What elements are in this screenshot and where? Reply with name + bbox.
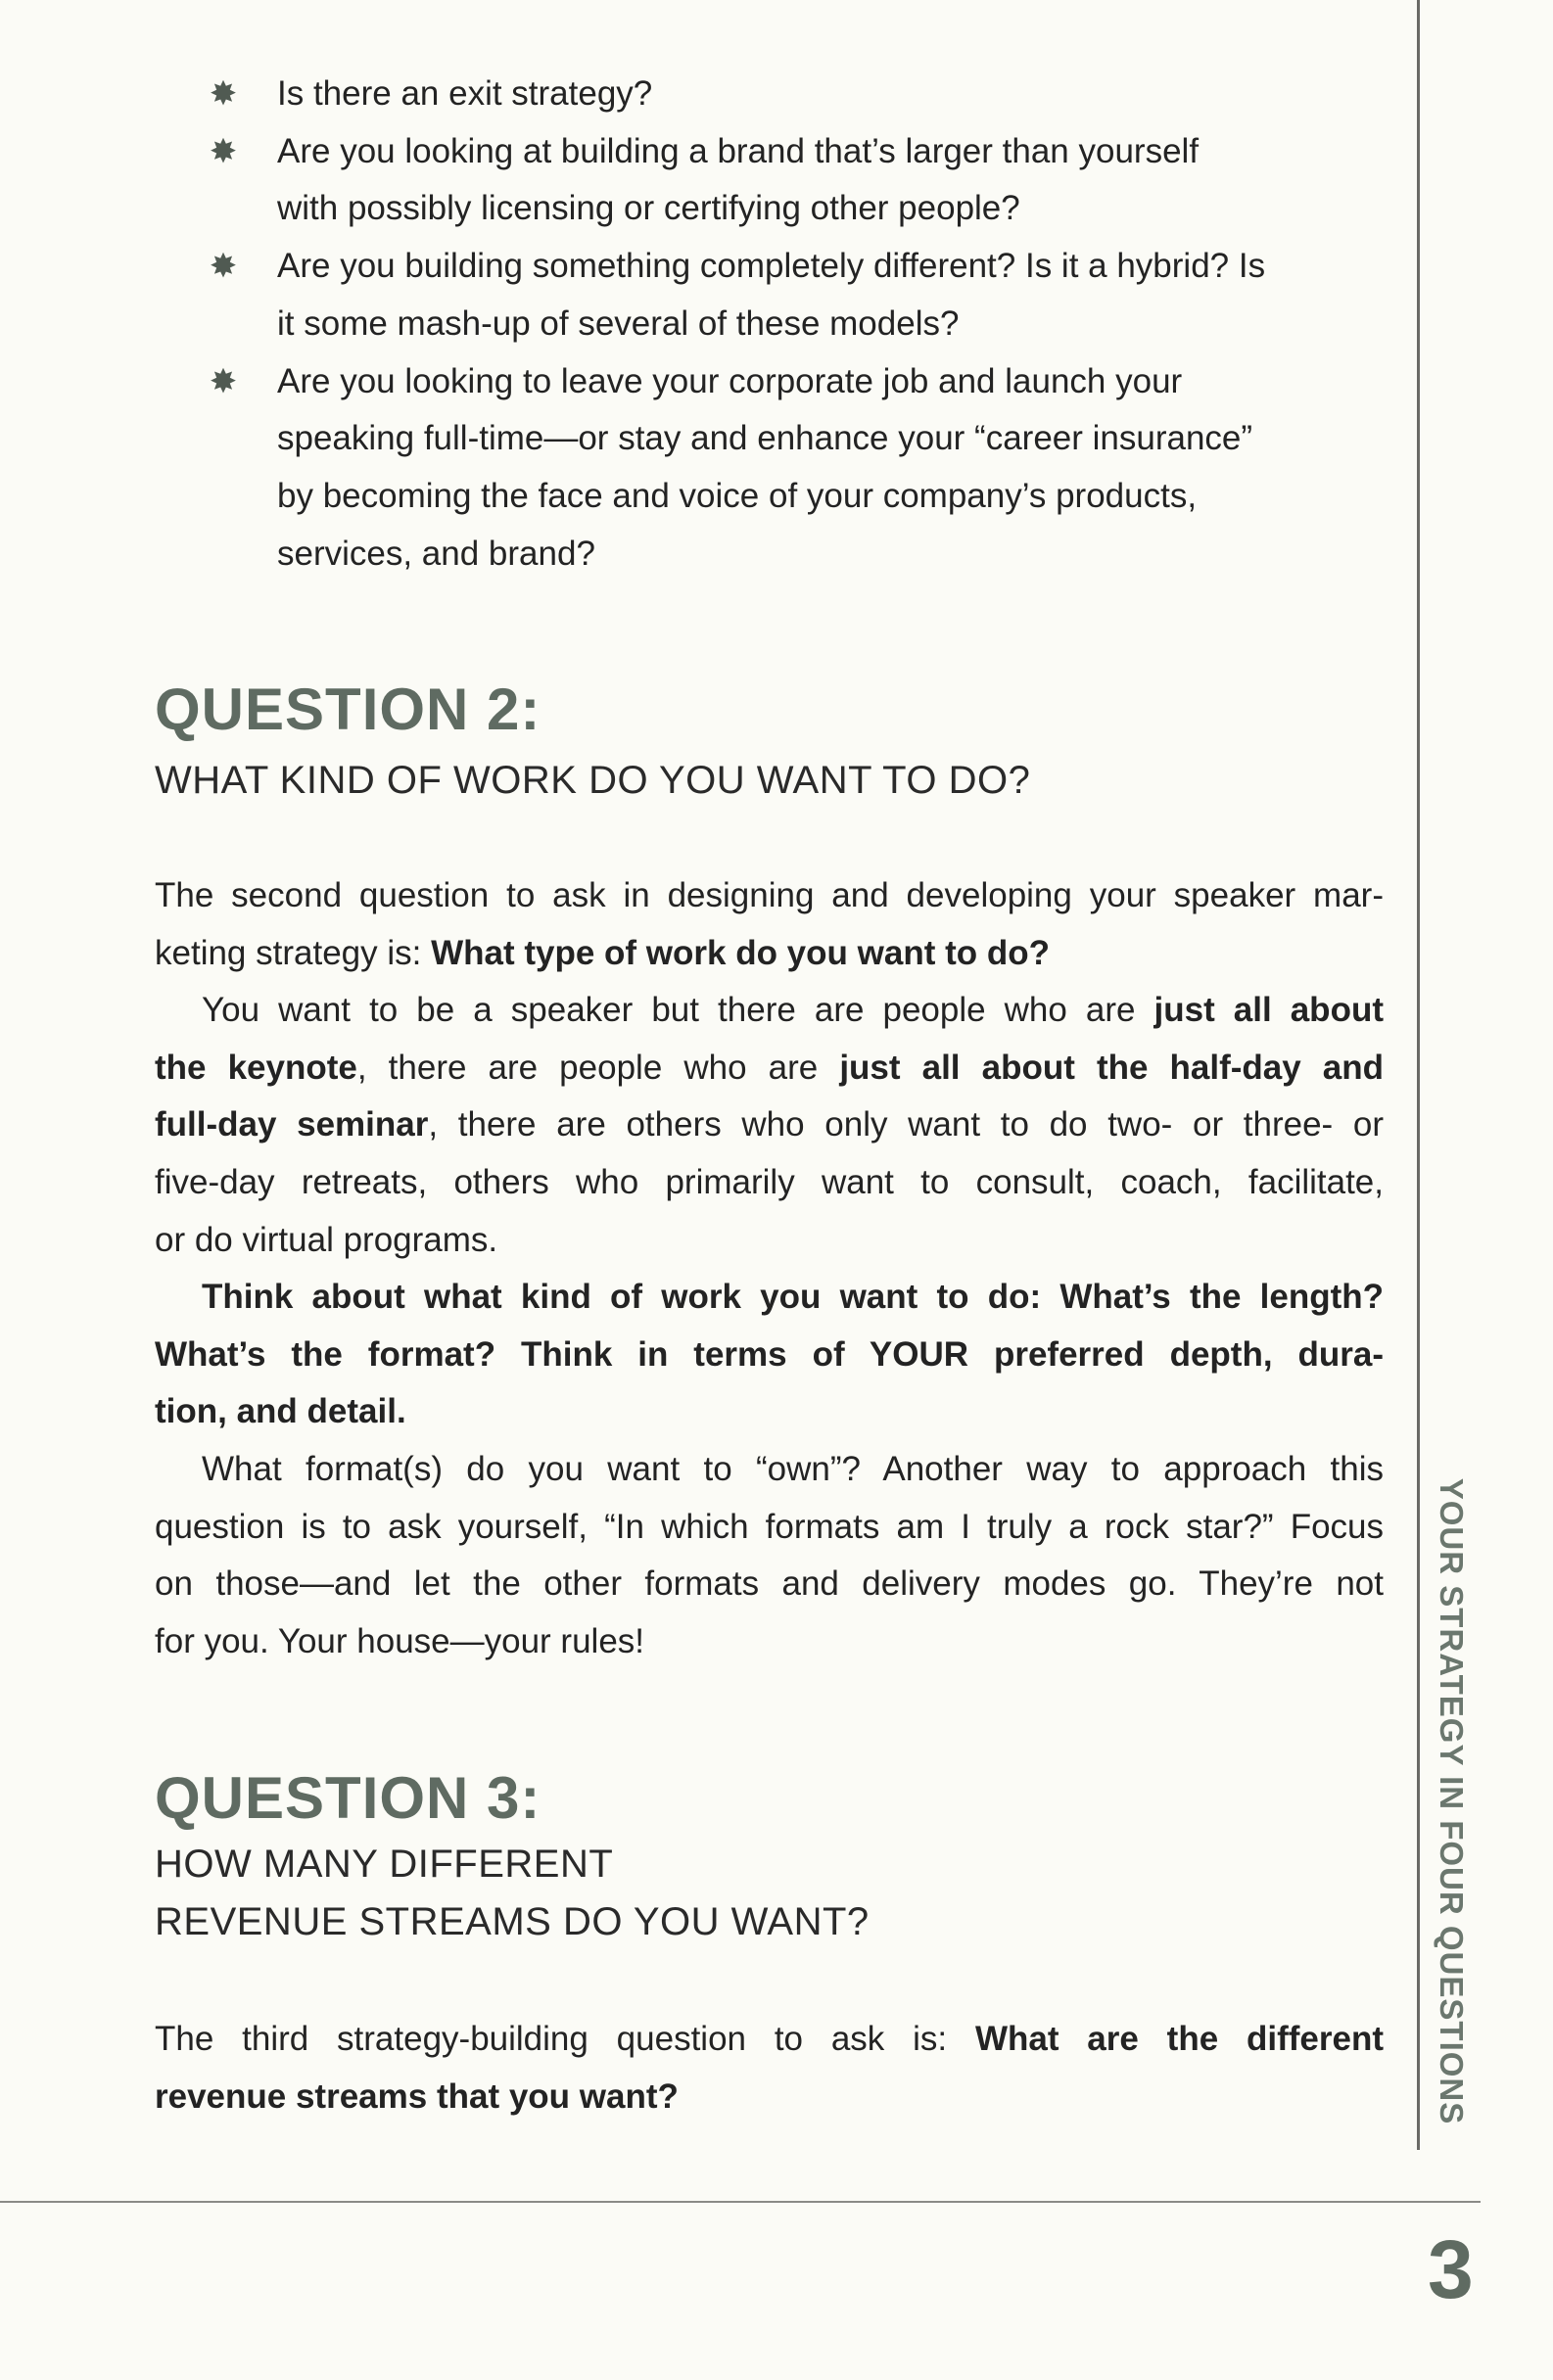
bold-text: just all about the half-day and	[839, 1048, 1385, 1087]
paragraph-line	[202, 1269, 1384, 1326]
bullet-text-line: by becoming the face and voice of your company’s products,	[277, 476, 1198, 515]
paragraph-line	[202, 982, 1384, 1039]
paragraph-line	[155, 1212, 497, 1269]
starburst-icon: ✸	[209, 248, 238, 286]
text: What format(s) do you want to “own”? Another way to approach this	[202, 1450, 1384, 1488]
paragraph-line	[155, 2069, 679, 2125]
question-2-heading: QUESTION 2:	[155, 677, 541, 742]
paragraph-line	[155, 2011, 1384, 2068]
paragraph-line	[155, 1097, 1384, 1153]
bullet-text-line: Is there an exit strategy?	[277, 74, 653, 113]
paragraph-line	[155, 1383, 406, 1440]
bullet-text-line: services, and brand?	[277, 534, 595, 573]
paragraph-line	[202, 1441, 1384, 1498]
bullet-text-line: Are you building something completely different? Is it a hybrid? Is	[277, 247, 1266, 286]
bullet-text-line: Are you looking at building a brand that’s larger than yourself	[277, 131, 1200, 170]
bullet-text-line: Are you looking to leave your corporate job and launch your	[277, 361, 1183, 400]
paragraph-line	[155, 1040, 1384, 1097]
footer-rule	[0, 2201, 1481, 2203]
bold-text: full-day seminar	[155, 1105, 429, 1144]
starburst-icon: ✸	[209, 75, 238, 113]
text: You want to be a speaker but there are people who are	[202, 991, 1154, 1030]
bold-text: tion, and detail.	[155, 1392, 406, 1431]
bullet-text-line: speaking full-time—or stay and enhance your “career insurance”	[277, 419, 1253, 458]
bold-text: Think about what kind of work you want to do: What’s the length?	[202, 1278, 1384, 1317]
paragraph-line	[155, 1613, 644, 1670]
text: question is to ask yourself, “In which formats am I truly a rock star?” Focus	[155, 1507, 1384, 1546]
text: or do virtual programs.	[155, 1220, 498, 1259]
text: The third strategy-building question to ask is:	[155, 2020, 975, 2058]
bold-text: the keynote	[155, 1048, 357, 1087]
starburst-icon: ✸	[209, 362, 238, 400]
bold-text: What’s the format? Think in terms of YOUR preferred depth, dura-	[155, 1334, 1384, 1374]
paragraph-line	[155, 1556, 1384, 1612]
text: for you. Your house—your rules!	[155, 1621, 645, 1660]
paragraph-line	[155, 867, 1384, 924]
bold-text: just all about	[1153, 991, 1384, 1030]
bullet-text-line: with possibly licensing or certifying other people?	[277, 189, 1020, 228]
text: on those—and let the other formats and delivery modes go. They’re not	[155, 1564, 1384, 1604]
bold-text: What are the different	[974, 2020, 1384, 2058]
question-2-subtitle: WHAT KIND OF WORK DO YOU WANT TO DO?	[155, 759, 1031, 802]
paragraph-line	[155, 1499, 1384, 1556]
paragraph-line	[155, 1327, 1384, 1383]
text: , there are others who only want to do two- or three- or	[428, 1105, 1384, 1144]
bold-text: revenue streams that you want?	[155, 2077, 679, 2116]
paragraph-line	[155, 1154, 1384, 1211]
margin-rule	[1417, 0, 1420, 2150]
question-3-subtitle-line: REVENUE STREAMS DO YOU WANT?	[155, 1900, 870, 1943]
page-number: 3	[1428, 2223, 1474, 2315]
question-3-heading: QUESTION 3:	[155, 1765, 541, 1831]
paragraph-line	[155, 925, 1050, 982]
text: The second question to ask in designing and developing your speaker mar-	[155, 876, 1384, 914]
starburst-icon: ✸	[209, 132, 238, 170]
running-chapter-title: YOUR STRATEGY IN FOUR QUESTIONS	[1434, 1477, 1470, 2125]
question-3-subtitle-line: HOW MANY DIFFERENT	[155, 1843, 614, 1886]
text: , there are people who are	[356, 1048, 840, 1087]
text: keting strategy is:	[155, 933, 432, 972]
bold-text: What type of work do you want to do?	[431, 933, 1050, 972]
bullet-text-line: it some mash-up of several of these models?	[277, 303, 960, 343]
text: five-day retreats, others who primarily want to consult, coach, facilitate,	[155, 1163, 1384, 1201]
